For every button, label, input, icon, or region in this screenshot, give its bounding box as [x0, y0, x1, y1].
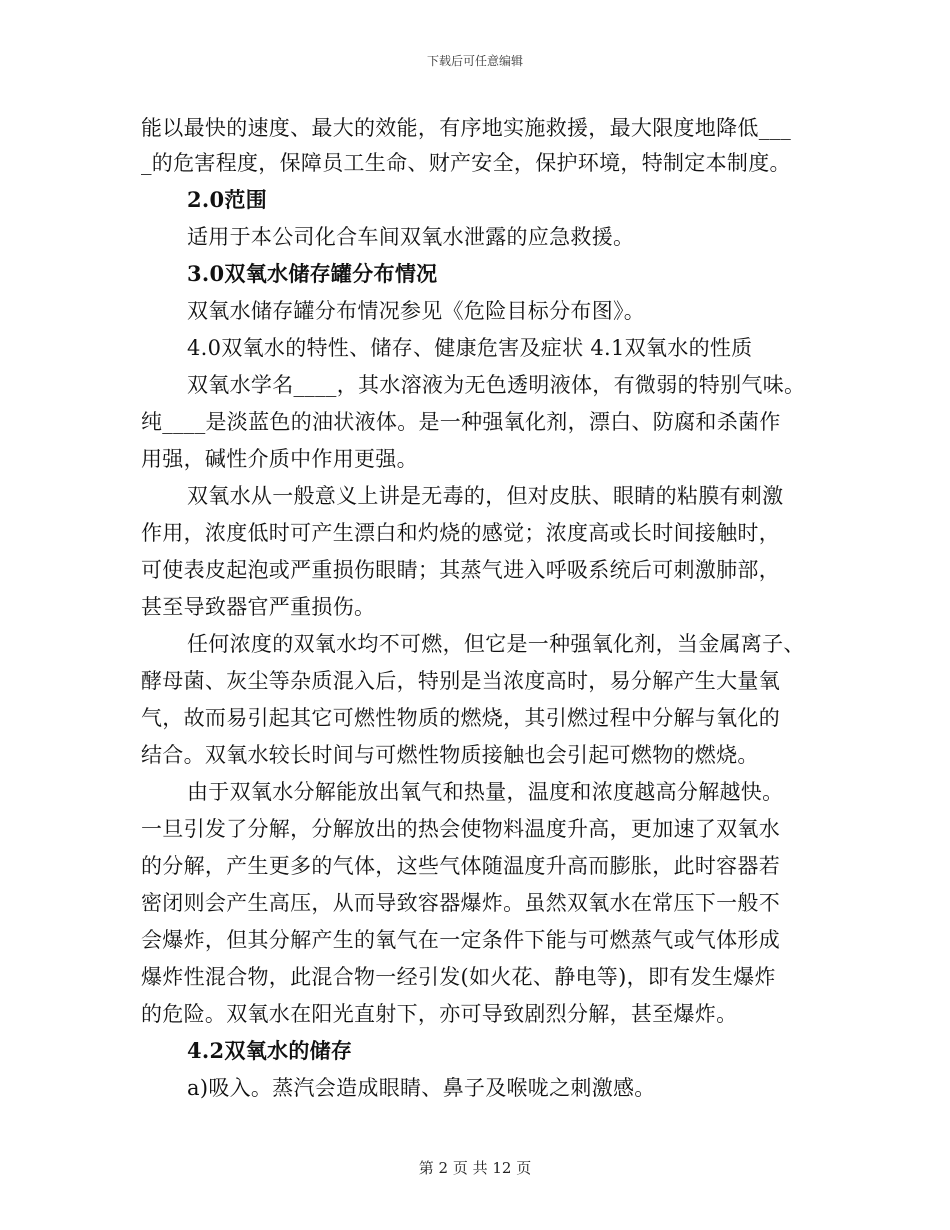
- section-heading-3-0: 3.0双氧水储存罐分布情况: [187, 261, 438, 286]
- paragraph-line: 气，故而易引起其它可燃性物质的燃烧，其引燃过程中分解与氧化的: [141, 706, 780, 730]
- paragraph-line: 作用，浓度低时可产生漂白和灼烧的感觉；浓度高或长时间接触时，: [141, 521, 780, 545]
- paragraph-line: 能以最快的速度、最大的效能，有序地实施救援，最大限度地降低___: [141, 116, 792, 140]
- page-number: 第 2 页 共 12 页: [418, 1159, 532, 1177]
- paragraph-line: 会爆炸，但其分解产生的氧气在一定条件下能与可燃蒸气或气体形成: [141, 928, 780, 952]
- paragraph-line: 用强，碱性介质中作用更强。: [141, 447, 418, 471]
- section-heading-2-0: 2.0范围: [187, 187, 268, 212]
- paragraph-line: 甚至导致器官严重损伤。: [141, 595, 376, 619]
- paragraph-line: 的危险。双氧水在阳光直射下，亦可导致剧烈分解，甚至爆炸。: [141, 1002, 738, 1026]
- paragraph-line: 双氧水学名____，其水溶液为无色透明液体，有微弱的特别气味。: [187, 373, 806, 397]
- paragraph-line: 纯____是淡蓝色的油状液体。是一种强氧化剂，漂白、防腐和杀菌作: [141, 410, 781, 434]
- paragraph-line: 双氧水储存罐分布情况参见《危险目标分布图》。: [187, 299, 646, 323]
- paragraph-line: 任何浓度的双氧水均不可燃，但它是一种强氧化剂，当金属离子、: [187, 632, 805, 656]
- paragraph-line: 双氧水从一般意义上讲是无毒的，但对皮肤、眼睛的粘膜有刺激: [187, 484, 784, 508]
- paragraph-line: 结合。双氧水较长时间与可燃性物质接触也会引起可燃物的燃烧。: [141, 743, 759, 767]
- section-heading-4-0: 4.0双氧水的特性、储存、健康危害及症状 4.1双氧水的性质: [187, 336, 753, 360]
- paragraph-line: 酵母菌、灰尘等杂质混入后，特别是当浓度高时，易分解产生大量氧: [141, 669, 780, 693]
- paragraph-line: _的危害程度，保障员工生命、财产安全，保护环境，特制定本制度。: [141, 151, 791, 175]
- paragraph-line: 的分解，产生更多的气体，这些气体随温度升高而膨胀，此时容器若: [141, 854, 780, 878]
- paragraph-line: 适用于本公司化合车间双氧水泄露的应急救援。: [187, 225, 635, 249]
- paragraph-line: 一旦引发了分解，分解放出的热会使物料温度升高，更加速了双氧水: [141, 817, 780, 841]
- page-header-note: 下载后可任意编辑: [426, 54, 523, 68]
- paragraph-line: 由于双氧水分解能放出氧气和热量，温度和浓度越高分解越快。: [187, 780, 784, 804]
- paragraph-line: 可使表皮起泡或严重损伤眼睛；其蒸气进入呼吸系统后可刺激肺部，: [141, 558, 780, 582]
- section-heading-4-2: 4.2双氧水的储存: [187, 1038, 353, 1063]
- paragraph-line: 爆炸性混合物，此混合物一经引发(如火花、静电等)，即有发生爆炸: [141, 965, 776, 989]
- paragraph-line: a)吸入。蒸汽会造成眼睛、鼻子及喉咙之刺激感。: [187, 1076, 656, 1100]
- paragraph-line: 密闭则会产生高压，从而导致容器爆炸。虽然双氧水在常压下一般不: [141, 891, 780, 915]
